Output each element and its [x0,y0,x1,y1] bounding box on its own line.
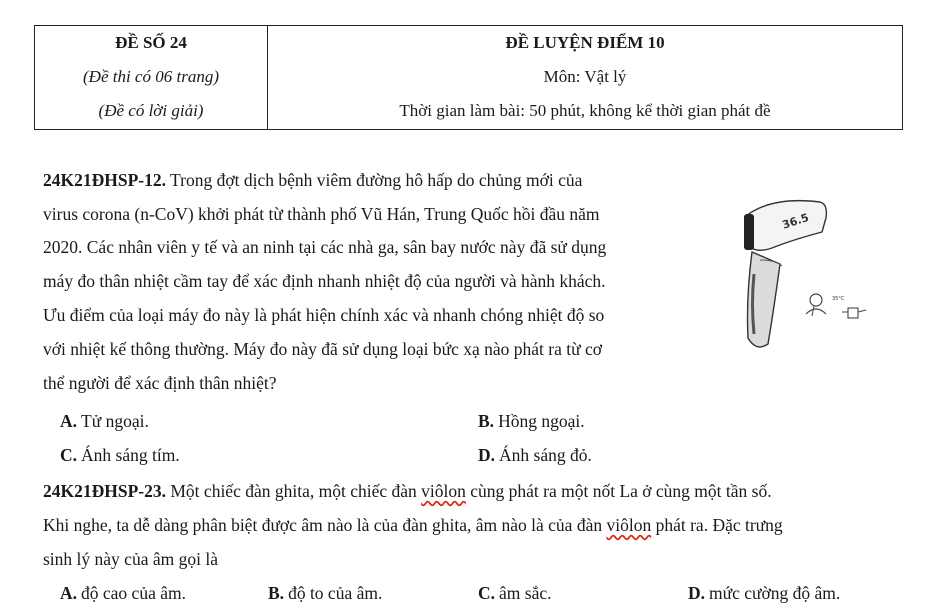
q2-option-d-letter: D. [688,583,706,603]
q1-option-d-text: Ánh sáng đỏ. [499,445,592,465]
q2-line-3: sinh lý này của âm gọi là [43,549,218,569]
q2-option-d[interactable] [688,579,840,607]
q2-option-b-text: độ to của âm. [288,583,383,603]
q2-option-a-text: độ cao của âm. [81,583,186,603]
q2-word-violon-1: viôlon [421,481,466,501]
q1-text-1: Trong đợt dịch bệnh viêm đường hô hấp do chủng mới của [166,170,583,190]
q1-option-b-letter: B. [478,411,495,431]
q2-option-a-letter: A. [60,583,78,603]
exam-title: ĐỀ LUYỆN ĐIỂM 10 [505,33,665,52]
q2-code: 24K21ĐHSP-23. [43,481,166,501]
q2-option-b-letter: B. [268,583,285,603]
q1-option-b-text: Hồng ngoại. [498,411,585,431]
q1-line-1 [43,163,582,197]
thermometer-tiny-label: 35°C [832,296,845,302]
q1-line-2: virus corona (n-CoV) khởi phát từ thành phố Vũ Hán, Trung Quốc hồi đầu năm [43,204,600,224]
q2-option-b[interactable] [268,579,382,607]
exam-header-table [34,25,903,130]
time-line: Thời gian làm bài: 50 phút, không kể thời gian phát đề [399,101,771,120]
q2-line-2 [43,508,783,542]
q1-option-c[interactable] [60,441,180,469]
q1-code: 24K21ĐHSP-12. [43,170,166,190]
q2-word-violon-2: viôlon [606,515,652,535]
q2-text-2b: phát ra. Đặc trưng [651,515,783,535]
q2-text-1a: Một chiếc đàn ghita, một chiếc đàn [166,481,422,501]
exam-code: ĐỀ SỐ 24 [115,33,187,52]
header-right-cell [268,26,903,130]
subject-line: Môn: Vật lý [543,67,627,86]
q1-line-3: 2020. Các nhân viên y tế và an ninh tại các nhà ga, sân bay nước này đã sử dụng [43,237,607,257]
q1-option-c-letter: C. [60,445,78,465]
q1-line-4: máy đo thân nhiệt cầm tay để xác định nhanh nhiệt độ của người và hành khách. [43,271,606,291]
q1-option-d-letter: D. [478,445,496,465]
q2-text-2a: Khi nghe, ta dễ dàng phân biệt được âm nào là của đàn ghita, âm nào là của đàn [43,515,607,535]
q1-option-a-letter: A. [60,411,78,431]
q1-line-7: thể người để xác định thân nhiệt? [43,373,277,393]
q1-option-d[interactable] [478,441,592,469]
page-count-note: (Đề thi có 06 trang) [83,67,219,86]
q2-option-a[interactable] [60,579,186,607]
q2-line-1 [43,474,772,508]
q2-option-d-text: mức cường độ âm. [709,583,841,603]
solution-note: (Đề có lời giải) [98,101,204,120]
q1-option-c-text: Ánh sáng tím. [81,445,180,465]
q2-option-c-letter: C. [478,583,496,603]
q1-line-6: với nhiệt kế thông thường. Máy đo này đã sử dụng loại bức xạ nào phát ra từ cơ [43,339,602,359]
q1-option-b[interactable] [478,407,585,435]
header-left-cell [35,26,268,130]
q1-option-a[interactable] [60,407,149,435]
infrared-thermometer-icon [732,188,882,358]
q2-option-c[interactable] [478,579,552,607]
q2-text-1b: cùng phát ra một nốt La ở cùng một tần số. [465,481,772,501]
q2-option-c-text: âm sắc. [499,583,552,603]
q1-option-a-text: Tử ngoại. [81,411,149,431]
thermometer-display: 36.5 [780,210,811,232]
q1-line-5: Ưu điểm của loại máy đo này là phát hiện chính xác và nhanh chóng nhiệt độ so [43,305,605,325]
